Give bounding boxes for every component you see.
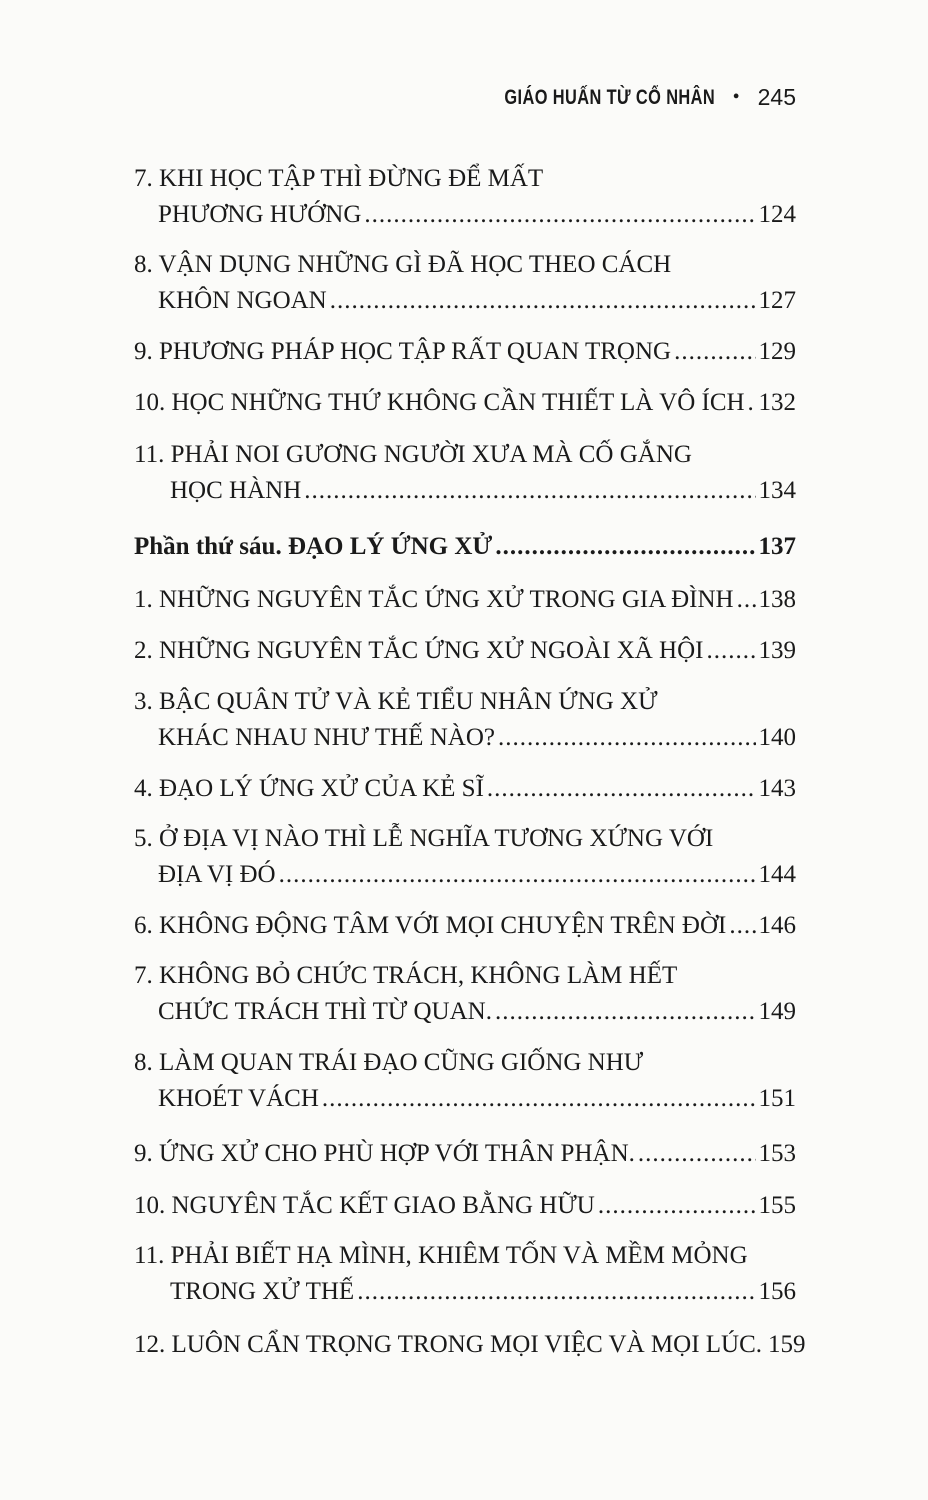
toc-entry	[134, 437, 796, 509]
toc-page-number: 155	[758, 1192, 796, 1219]
leader-dots	[748, 385, 756, 421]
toc-entry	[134, 958, 796, 1030]
toc-entry	[134, 1238, 796, 1310]
toc-section-heading	[134, 529, 796, 565]
toc-page-number: 143	[758, 775, 796, 802]
toc-entry-title: 12. LUÔN CẨN TRỌNG TRONG MỌI VIỆC VÀ MỌI LÚC.	[134, 1331, 763, 1358]
header-bullet: •	[732, 86, 740, 108]
toc-entry-title: 9. PHƯƠNG PHÁP HỌC TẬP RẤT QUAN TRỌNG	[134, 338, 672, 365]
leader-dots	[322, 1081, 756, 1117]
toc-entry-title: 6. KHÔNG ĐỘNG TÂM VỚI MỌI CHUYỆN TRÊN ĐỜI	[134, 912, 727, 939]
toc-entry-title-cont: PHƯƠNG HƯỚNG	[158, 201, 362, 228]
toc-entry	[134, 582, 796, 618]
toc-entry-title: 9. ỨNG XỬ CHO PHÙ HỢP VỚI THÂN PHẬN.	[134, 1140, 635, 1167]
toc-entry	[134, 633, 796, 669]
leader-dots	[330, 283, 756, 319]
toc-page-number: 159	[768, 1331, 806, 1358]
toc-entry	[134, 247, 796, 319]
leader-dots	[364, 197, 755, 233]
toc-page-number: 151	[758, 1085, 796, 1112]
leader-dots	[729, 908, 755, 944]
toc-entry-title-cont: ĐỊA VỊ ĐÓ	[158, 861, 276, 888]
leader-dots	[279, 857, 756, 893]
toc-page-number: 137	[758, 533, 796, 560]
toc-entry	[134, 684, 796, 756]
toc-entry-title: 10. HỌC NHỮNG THỨ KHÔNG CẦN THIẾT LÀ VÔ ÍCH	[134, 389, 745, 416]
toc-entry-title: 8. VẬN DỤNG NHỮNG GÌ ĐÃ HỌC THEO CÁCH	[134, 251, 672, 278]
toc-page-number: 124	[758, 201, 796, 228]
leader-dots	[737, 582, 756, 618]
toc-page-number: 146	[758, 912, 796, 939]
toc-entry-title-cont: TRONG XỬ THẾ	[170, 1278, 355, 1305]
toc-page-number: 153	[758, 1140, 796, 1167]
toc-entry	[134, 821, 796, 893]
toc-page-number: 134	[758, 477, 796, 504]
toc-page-number: 149	[758, 998, 796, 1025]
toc-entry-title-cont: KHOÉT VÁCH	[158, 1085, 319, 1112]
toc-entry	[134, 908, 796, 944]
section-title: Phần thứ sáu. ĐẠO LÝ ỨNG XỬ	[134, 533, 493, 560]
toc-page-number: 144	[758, 861, 796, 888]
toc-page-number: 140	[758, 724, 796, 751]
toc-entry-title: 4. ĐẠO LÝ ỨNG XỬ CỦA KẺ SĨ	[134, 775, 484, 802]
toc-entry-title: 11. PHẢI NOI GƯƠNG NGƯỜI XƯA MÀ CỐ GẮNG	[134, 441, 692, 468]
toc-entry-title: 11. PHẢI BIẾT HẠ MÌNH, KHIÊM TỐN VÀ MỀM MỎNG	[134, 1242, 748, 1269]
toc-entry	[134, 161, 796, 233]
toc-entry-title-cont: KHÔN NGOAN	[158, 287, 327, 314]
toc-entry-title-cont: CHỨC TRÁCH THÌ TỪ QUAN.	[158, 998, 492, 1025]
leader-dots	[487, 771, 756, 807]
toc-entry-title: 10. NGUYÊN TẮC KẾT GIAO BẰNG HỮU	[134, 1192, 595, 1219]
toc-page-number: 138	[758, 586, 796, 613]
toc-entry	[134, 334, 796, 370]
toc-page-number: 129	[758, 338, 796, 365]
toc-entry-title: 7. KHI HỌC TẬP THÌ ĐỪNG ĐỂ MẤT	[134, 165, 544, 192]
toc-page-number: 132	[758, 389, 796, 416]
page-number: 245	[757, 84, 796, 110]
toc-page-number: 127	[758, 287, 796, 314]
toc-entry-title: 3. BẬC QUÂN TỬ VÀ KẺ TIỂU NHÂN ỨNG XỬ	[134, 688, 658, 715]
toc-page-number: 156	[758, 1278, 796, 1305]
leader-dots	[674, 334, 755, 370]
toc-entry-title: 2. NHỮNG NGUYÊN TẮC ỨNG XỬ NGOÀI XÃ HỘI	[134, 637, 704, 664]
toc-entry-title: 5. Ở ĐỊA VỊ NÀO THÌ LỄ NGHĨA TƯƠNG XỨNG VỚI	[134, 825, 714, 852]
leader-dots	[495, 529, 755, 565]
toc-page-number: 139	[758, 637, 796, 664]
toc-entry	[134, 385, 796, 421]
leader-dots	[707, 633, 756, 669]
toc-entry-title: 8. LÀM QUAN TRÁI ĐẠO CŨNG GIỐNG NHƯ	[134, 1049, 644, 1076]
leader-dots	[304, 473, 755, 509]
toc-entry-title-cont: KHÁC NHAU NHƯ THẾ NÀO?	[158, 724, 495, 751]
leader-dots	[638, 1136, 756, 1172]
toc-entry-title: 7. KHÔNG BỎ CHỨC TRÁCH, KHÔNG LÀM HẾT	[134, 962, 678, 989]
running-header	[445, 84, 796, 111]
running-header-title: GIÁO HUẤN TỪ CỔ NHÂN	[503, 85, 715, 109]
leader-dots	[357, 1274, 755, 1310]
toc-entry	[134, 1136, 796, 1172]
toc-entry	[134, 1188, 796, 1224]
leader-dots	[598, 1188, 756, 1224]
toc-entry	[134, 1327, 806, 1363]
toc-entry-title: 1. NHỮNG NGUYÊN TẮC ỨNG XỬ TRONG GIA ĐÌNH	[134, 586, 734, 613]
toc-entry-title-cont: HỌC HÀNH	[170, 477, 302, 504]
leader-dots	[498, 720, 756, 756]
toc-entry	[134, 1045, 796, 1117]
leader-dots	[495, 994, 756, 1030]
toc-entry	[134, 771, 796, 807]
